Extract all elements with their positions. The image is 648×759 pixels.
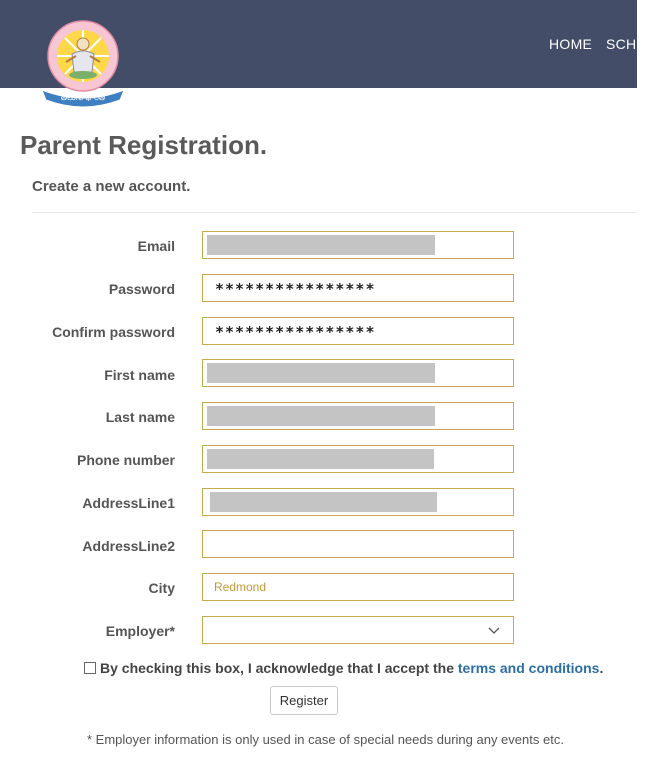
phone-field[interactable]	[202, 445, 514, 473]
terms-text: By checking this box, I acknowledge that I accept the	[100, 660, 454, 676]
page-subtitle: Create a new account.	[32, 178, 191, 195]
redacted-value	[207, 363, 435, 383]
city-label: City	[148, 580, 175, 596]
password-mask: ****************	[215, 280, 376, 298]
redacted-value	[207, 449, 434, 469]
email-label: Email	[137, 238, 175, 254]
address-line1-label: AddressLine1	[82, 495, 175, 511]
terms-row	[84, 660, 603, 676]
redacted-value	[210, 492, 437, 512]
telugu-bharathi-seal-icon[interactable]	[36, 20, 130, 108]
last-name-label: Last name	[105, 409, 175, 425]
city-field[interactable]	[202, 573, 514, 601]
nav-schools-link[interactable]: SCHO	[606, 36, 648, 52]
redacted-value	[207, 406, 435, 426]
page-title: Parent Registration.	[20, 130, 268, 160]
email-field[interactable]	[202, 231, 514, 259]
terms-link[interactable]: terms and conditions	[457, 660, 600, 676]
first-name-label: First name	[104, 367, 175, 383]
address-line2-label: AddressLine2	[82, 538, 175, 554]
password-field[interactable]	[202, 274, 514, 302]
address-line2-field[interactable]	[202, 530, 514, 558]
password-label: Password	[108, 281, 175, 297]
terms-end: .	[599, 660, 604, 676]
first-name-field[interactable]	[202, 359, 514, 387]
terms-checkbox[interactable]	[84, 662, 96, 674]
divider	[32, 212, 637, 213]
employer-footnote: * Employer information is only used in case of special needs during any events etc.	[87, 732, 564, 747]
top-navbar	[0, 0, 648, 102]
register-button[interactable]: Register	[270, 686, 338, 715]
confirm-password-mask: ****************	[215, 323, 376, 341]
employer-select[interactable]	[202, 616, 514, 644]
address-line1-field[interactable]	[202, 488, 514, 516]
confirm-password-label: Confirm password	[52, 324, 175, 340]
last-name-field[interactable]	[202, 402, 514, 430]
confirm-password-field[interactable]	[202, 317, 514, 345]
employer-label: Employer*	[105, 623, 175, 639]
city-value: Redmond	[214, 580, 267, 594]
phone-label: Phone number	[76, 452, 175, 468]
svg-text:తెలుగు భారతి: తెలుగు భారతి	[60, 93, 106, 102]
redacted-value	[207, 235, 435, 255]
chevron-down-icon	[487, 623, 501, 637]
nav-home-link[interactable]: HOME	[549, 36, 593, 52]
